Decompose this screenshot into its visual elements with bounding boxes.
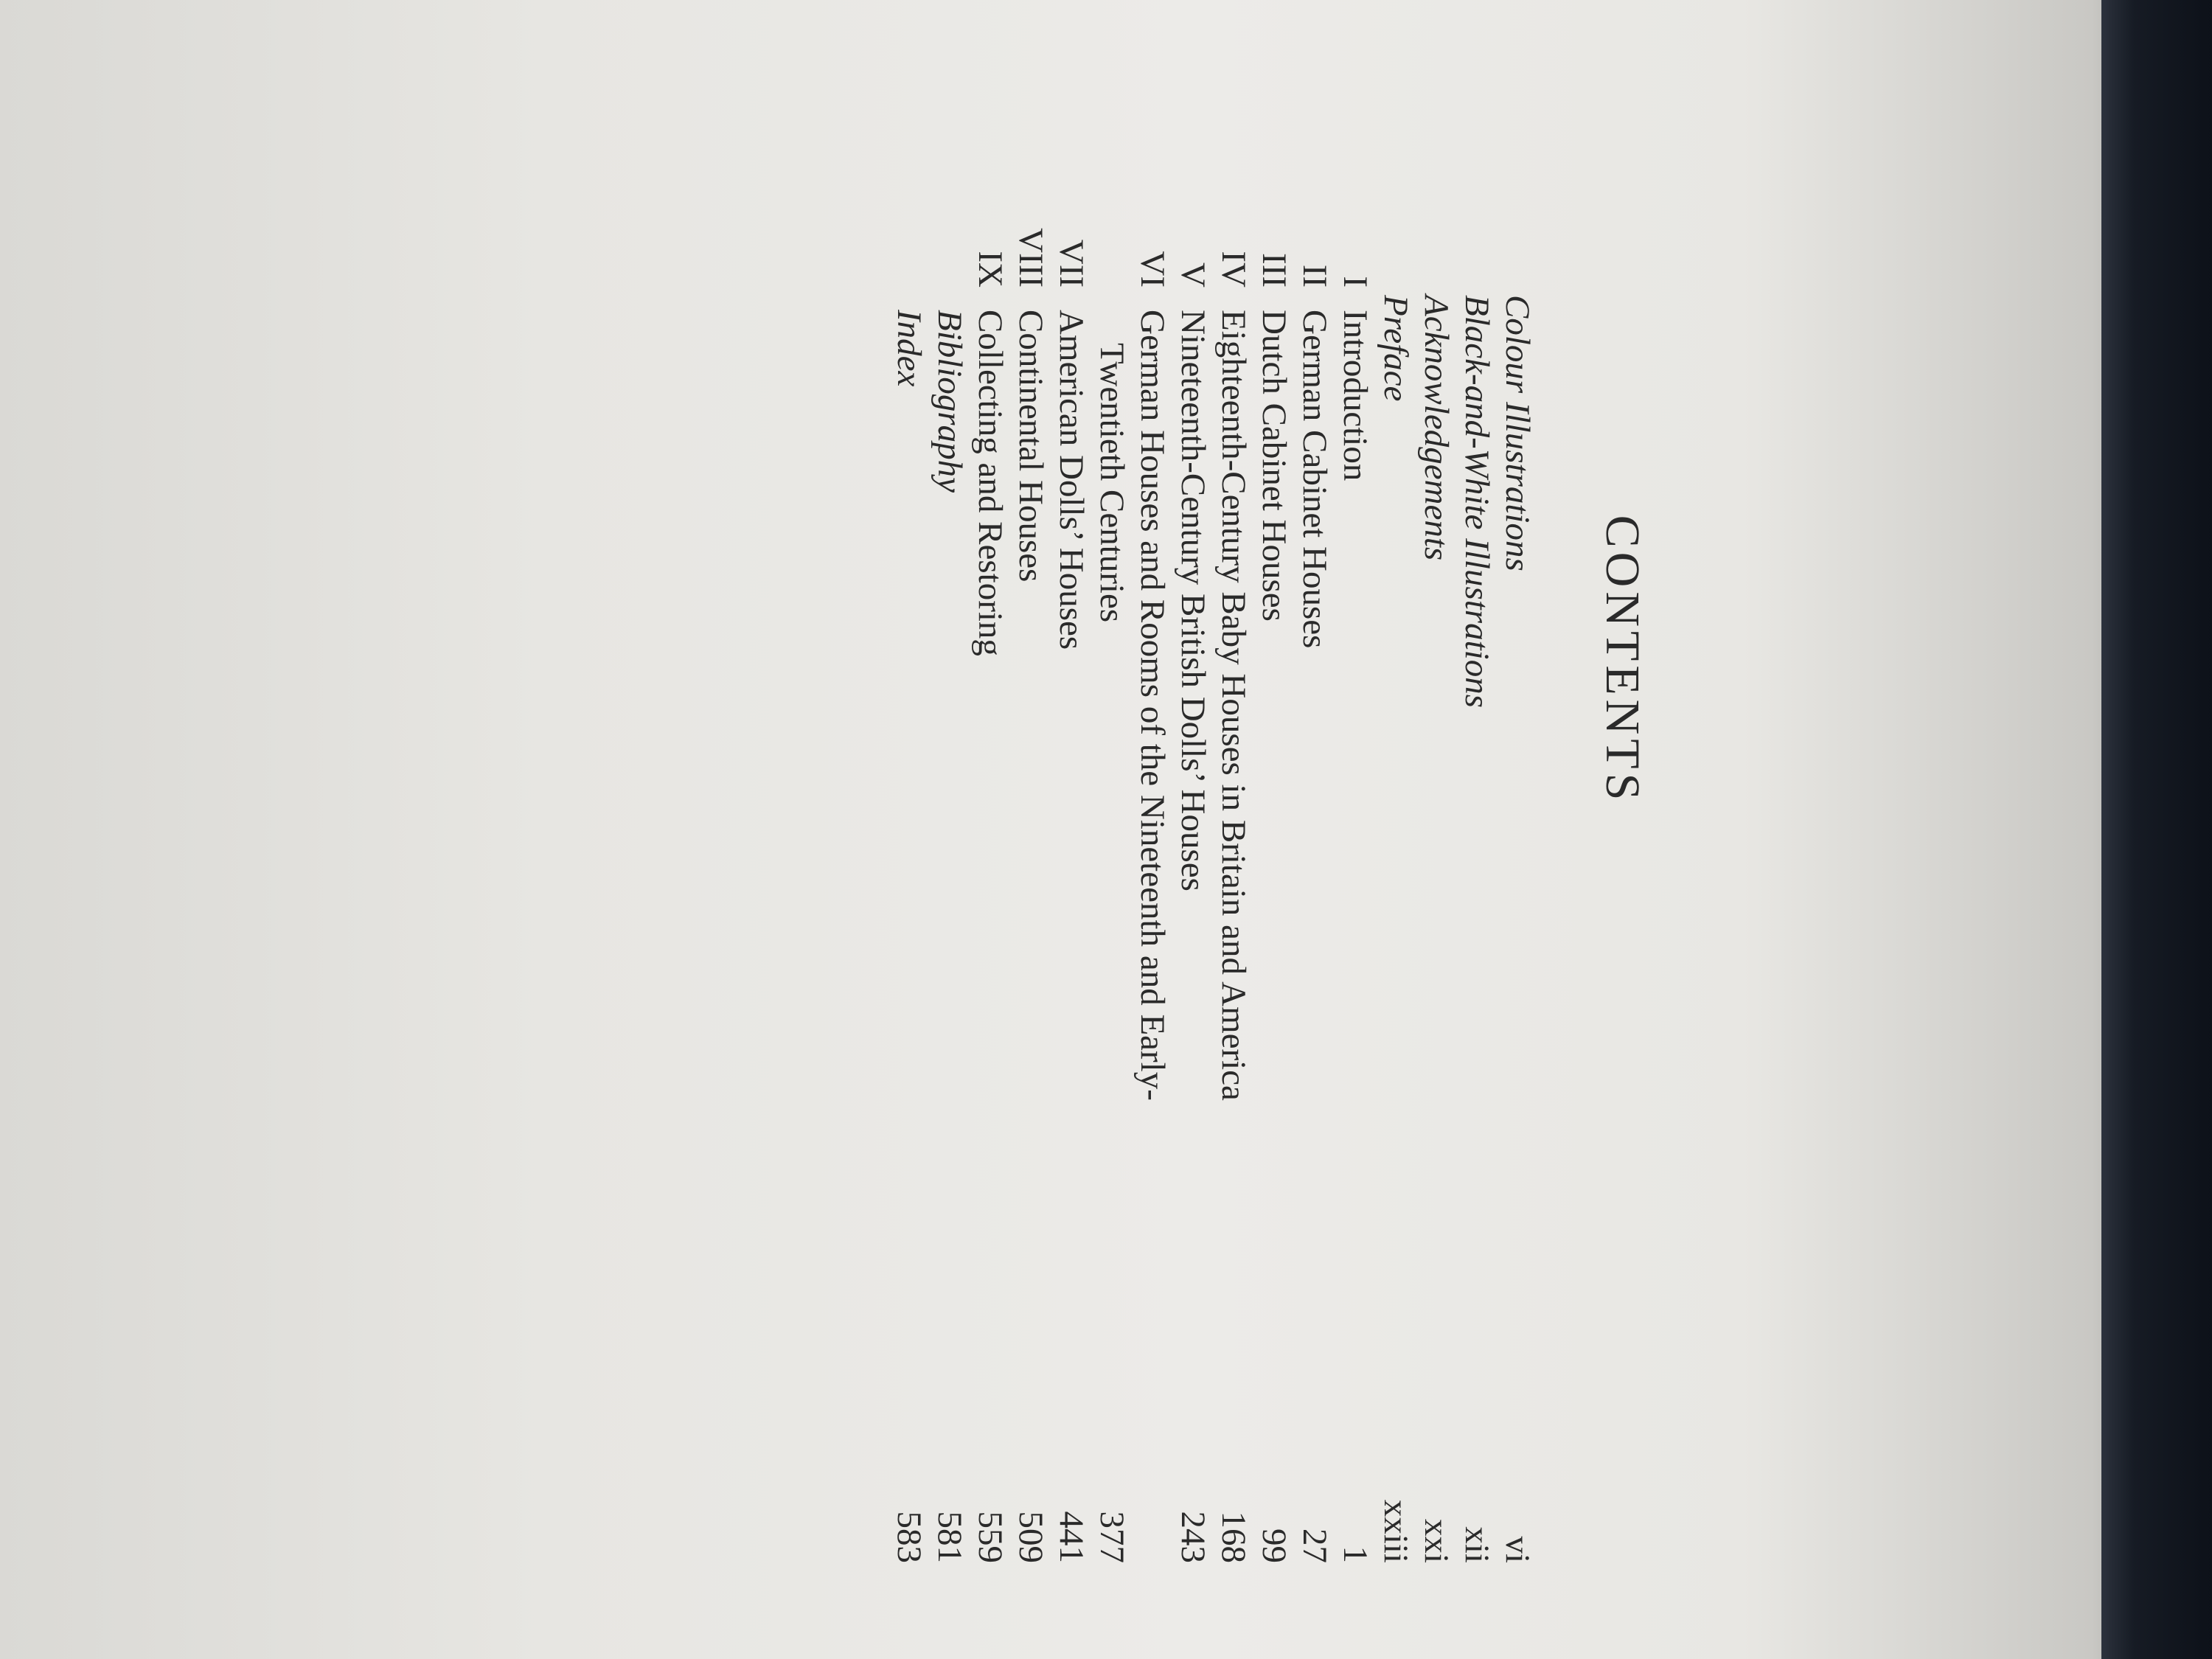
entry-page-number: xii: [1458, 1526, 1496, 1563]
entry-title: Collecting and Restoring: [971, 310, 1009, 656]
toc-entry-chapter-8: [1010, 199, 1051, 1563]
toc-entry-chapter-1: [1335, 199, 1375, 1563]
chapter-number: V: [1174, 262, 1212, 288]
entry-page-number: vi: [1498, 1536, 1537, 1563]
contents-heading-text: CONTENTS: [1596, 515, 1649, 805]
entry-title: Black-and-White Illustrations: [1458, 295, 1496, 708]
entry-page-number: 581: [931, 1511, 969, 1563]
entry-title: Bibliography: [931, 310, 969, 493]
toc-entry-chapter-4: [1213, 199, 1253, 1563]
entry-title: American Dolls’ Houses: [1052, 310, 1091, 650]
chapter-number: VI: [1133, 251, 1172, 288]
chapter-number: II: [1295, 264, 1334, 288]
entry-title: Index: [890, 310, 928, 387]
book-binding: [2101, 0, 2212, 1659]
entry-title: Eighteenth-Century Baby Houses in Britain and America: [1214, 310, 1253, 1101]
entry-page-number: 559: [971, 1511, 1009, 1563]
toc-entry-chapter-5: [1172, 199, 1213, 1563]
entry-page-number: 583: [890, 1511, 928, 1563]
contents-list: [888, 199, 1537, 1563]
entry-page-number: 99: [1255, 1528, 1293, 1563]
entry-page-number: 243: [1174, 1511, 1212, 1563]
toc-entry-chapter-3: [1253, 199, 1294, 1563]
toc-entry-black-and-white-illustrations: [1456, 199, 1497, 1563]
chapter-number: VIII: [1012, 228, 1050, 288]
toc-entry-chapter-6-continued: [1091, 199, 1132, 1563]
toc-entry-index: [888, 199, 929, 1563]
toc-entry-chapter-7: [1051, 199, 1091, 1563]
entry-title: German Houses and Rooms of the Nineteenth and Early-: [1133, 310, 1172, 1101]
toc-entry-chapter-6: [1132, 199, 1172, 1563]
entry-title-continuation: Twentieth Centuries: [1093, 343, 1131, 623]
toc-entry-chapter-2: [1294, 199, 1335, 1563]
toc-entry-bibliography: [929, 199, 970, 1563]
chapter-number: IV: [1214, 251, 1253, 288]
entry-page-number: 377: [1093, 1511, 1131, 1563]
entry-page-number: xxiii: [1377, 1499, 1415, 1563]
entry-title: Introduction: [1336, 310, 1374, 481]
toc-entry-preface: [1375, 199, 1416, 1563]
contents-heading: [1593, 199, 1652, 1563]
toc-entry-colour-illustrations: [1497, 199, 1537, 1563]
chapter-number: VII: [1052, 239, 1091, 288]
chapter-number: I: [1336, 276, 1374, 288]
entry-title: Nineteenth-Century British Dolls’ Houses: [1174, 310, 1212, 891]
entry-title: Colour Illustrations: [1498, 295, 1537, 571]
toc-entry-chapter-9: [970, 199, 1010, 1563]
entry-page-number: 509: [1012, 1511, 1050, 1563]
entry-page-number: 168: [1214, 1511, 1253, 1563]
entry-page-number: 1: [1336, 1545, 1374, 1563]
entry-page-number: xxi: [1417, 1518, 1455, 1563]
entry-title: Continental Houses: [1012, 310, 1050, 582]
entry-page-number: 441: [1052, 1511, 1091, 1563]
entry-title: German Cabinet Houses: [1295, 310, 1334, 649]
entry-page-number: 27: [1295, 1528, 1334, 1563]
entry-title: Dutch Cabinet Houses: [1255, 310, 1293, 622]
entry-title: Preface: [1377, 295, 1415, 402]
table-of-contents: [501, 199, 1652, 1563]
toc-entry-acknowledgements: [1416, 199, 1456, 1563]
entry-title: Acknowledgements: [1417, 295, 1455, 561]
chapter-number: III: [1255, 253, 1293, 288]
chapter-number: IX: [971, 251, 1009, 288]
